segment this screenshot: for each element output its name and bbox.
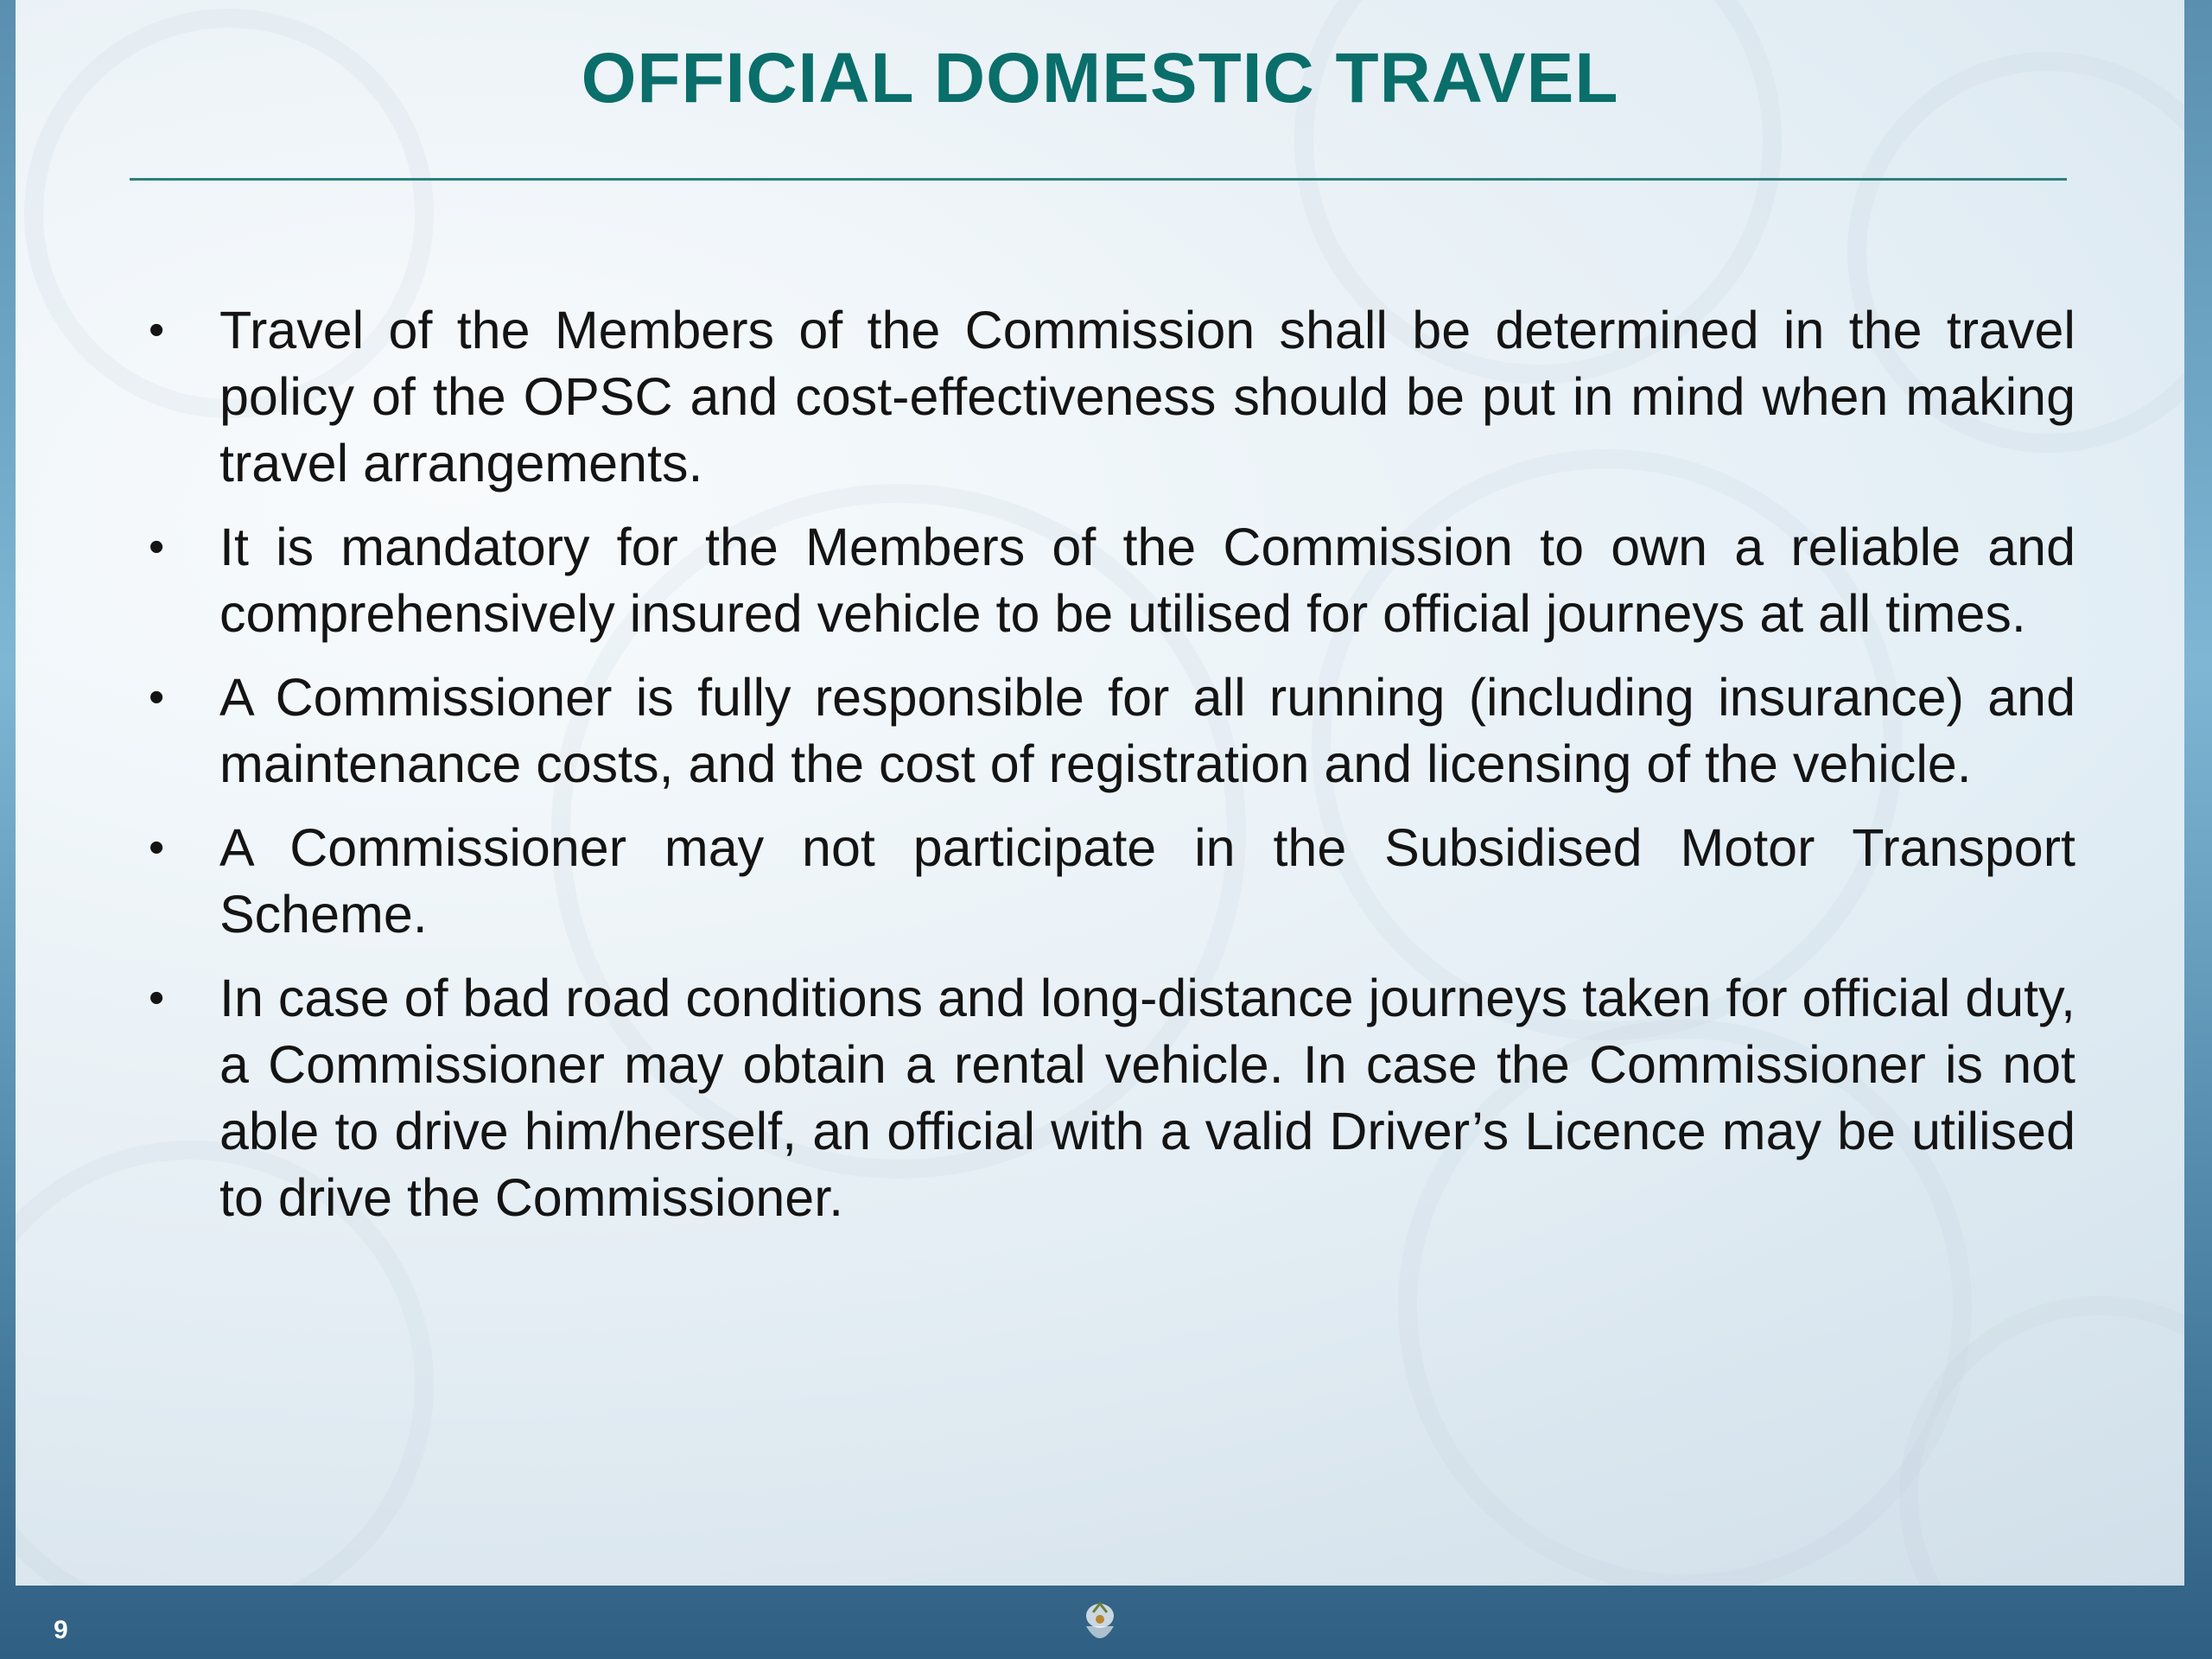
coat-of-arms-icon [1074, 1597, 1126, 1654]
bullet-icon: • [149, 973, 165, 1023]
slide-title: OFFICIAL DOMESTIC TRAVEL [581, 39, 1619, 118]
slide-footer [0, 1586, 2212, 1659]
slide-canvas [16, 0, 2184, 1586]
title-divider [130, 178, 2067, 181]
bullet-icon: • [149, 522, 165, 572]
bullet-text: It is mandatory for the Members of the Commission to own a reliable and comprehensively insured vehicle to be utilised for official journeys at all times. [219, 518, 2075, 643]
list-item [130, 815, 2075, 948]
bullet-icon: • [149, 672, 165, 722]
bullet-text: A Commissioner may not participate in the Subsidised Motor Transport Scheme. [219, 818, 2075, 944]
bullet-icon: • [149, 823, 165, 873]
list-item [130, 664, 2075, 798]
list-item [130, 514, 2075, 647]
list-item [130, 965, 2075, 1231]
page-number: 9 [54, 1616, 68, 1644]
list-item [130, 297, 2075, 497]
bullet-text: In case of bad road conditions and long-distance journeys taken for official duty, a Commissioner may obtain a rental vehicle. In case the Commissioner is not able to drive him/herself, an official with a valid Driver’s Licence may be utilised to drive the Commissioner. [219, 969, 2075, 1227]
bullet-icon: • [149, 305, 165, 355]
bullet-text: A Commissioner is fully responsible for all running (including insurance) and maintenance costs, and the cost of registration and licensing of the vehicle. [219, 668, 2075, 793]
bullet-list [130, 297, 2075, 1249]
bullet-text: Travel of the Members of the Commission shall be determined in the travel policy of the OPSC and cost-effectiveness should be put in mind when making travel arrangements. [219, 301, 2075, 493]
